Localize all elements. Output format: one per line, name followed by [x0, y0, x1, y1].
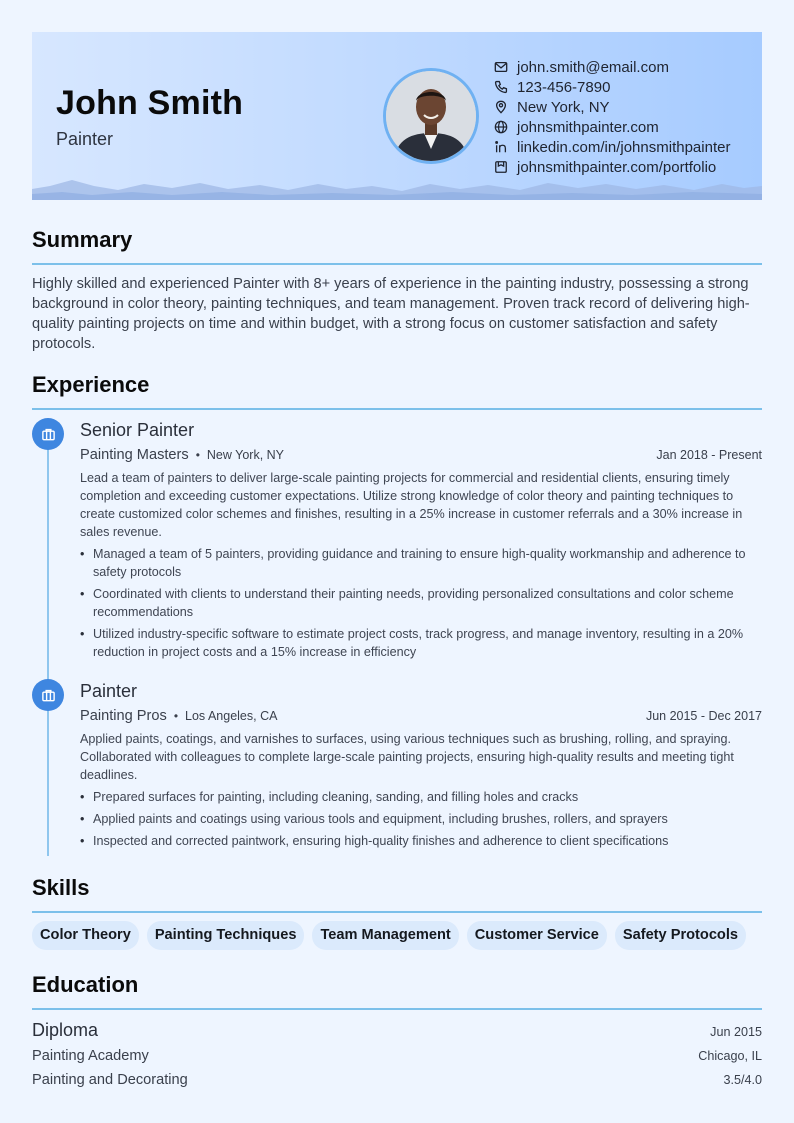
job-dates: Jun 2015 - Dec 2017 [645, 709, 762, 723]
contact-email[interactable]: john.smith@email.com [494, 57, 730, 77]
summary-text: Highly skilled and experienced Painter with 8+ years of experience in the painting industry, possessing a strong background in color theory, painting techniques, and team management. Proven track record of delivering high-quality painting projects on time and within budget, with a strong focus on customer satisfaction and safety protocols. [32, 276, 750, 352]
job-title: Senior Painter [80, 420, 195, 440]
degree: Diploma [32, 1020, 99, 1040]
candidate-title: Painter [56, 129, 114, 149]
job-location: New York, NY [206, 448, 285, 462]
list-item: • Managed a team of 5 painters, providing guidance and training to ensure high-quality workmanship and adherence to safety protocols [80, 545, 762, 581]
candidate-name: John Smith [56, 84, 244, 122]
location-pin-icon [494, 100, 508, 114]
separator-dot: • [195, 448, 200, 462]
skill-tag: Color Theory [32, 921, 139, 950]
resume-header [32, 32, 762, 200]
skill-tag: Customer Service [467, 921, 607, 950]
contact-phone[interactable]: 123-456-7890 [494, 77, 730, 97]
list-item: • Coordinated with clients to understand their painting needs, providing personalized consultations and color scheme recommendations [80, 585, 762, 621]
job-description: Applied paints, coatings, and varnishes to surfaces, using various techniques such as brushing, rolling, and spraying. Collaborated with colleagues to complete large-scale painting projects, ensuring high-quality results and meeting tight deadlines. [80, 732, 734, 782]
job-meta [80, 446, 762, 469]
header-wave-decoration [32, 180, 762, 200]
skills-heading: Skills [32, 875, 90, 900]
experience-item [80, 681, 762, 854]
education-date: Jun 2015 [710, 1025, 762, 1039]
experience-heading: Experience [32, 372, 150, 397]
job-dates: Jan 2018 - Present [656, 448, 762, 462]
education-school-row [32, 1048, 762, 1064]
skills-list [32, 921, 746, 950]
list-item: • Prepared surfaces for painting, including cleaning, sanding, and filling holes and cracks [80, 788, 762, 806]
phone-icon [494, 80, 508, 94]
job-marker [32, 418, 64, 450]
separator-dot: • [173, 709, 179, 723]
field-of-study: Painting and Decorating [32, 1072, 188, 1088]
education-degree-row [32, 1020, 762, 1041]
gpa: 3.5/4.0 [723, 1073, 762, 1087]
job-description: Lead a team of painters to deliver large-scale painting projects for commercial and residential clients, ensuring timely completion and exceeding customer expectations. Utilize strong knowledge of color theory and painting techniques to create customized color schemes and finishes, resulting in a 25% increase in customer referrals and a 30% increase in sales revenue. [80, 471, 743, 539]
list-item: • Applied paints and coatings using various tools and equipment, including brushes, rollers, and sprayers [80, 810, 762, 828]
mail-icon [494, 60, 508, 74]
contact-website[interactable]: johnsmithpainter.com [494, 117, 730, 137]
list-item: • Utilized industry-specific software to estimate project costs, track progress, and manage inventory, resulting in a 20% reduction in project costs and a 15% increase in efficiency [80, 625, 762, 661]
profile-photo [386, 71, 476, 161]
linkedin-icon [494, 140, 508, 154]
summary-divider [32, 263, 762, 265]
briefcase-icon [41, 427, 56, 442]
portfolio-icon [494, 160, 508, 174]
skill-tag: Painting Techniques [147, 921, 305, 950]
job-title: Painter [80, 681, 138, 701]
school-name: Painting Academy [32, 1048, 149, 1064]
contact-linkedin[interactable]: linkedin.com/in/johnsmithpainter [494, 137, 730, 157]
list-item: • Inspected and corrected paintwork, ensuring high-quality finishes and adherence to client specifications [80, 832, 762, 850]
experience-timeline [47, 440, 49, 856]
job-location: Los Angeles, CA [185, 709, 278, 723]
skill-tag: Team Management [312, 921, 458, 950]
job-meta [80, 707, 762, 730]
job-marker [32, 679, 64, 711]
briefcase-icon [41, 688, 56, 703]
company-name: Painting Masters [80, 447, 189, 463]
school-location: Chicago, IL [698, 1049, 762, 1063]
avatar [383, 68, 479, 164]
job-bullets [80, 545, 762, 661]
contact-list [494, 57, 730, 177]
company-name: Painting Pros [80, 708, 167, 724]
job-bullets [80, 788, 762, 850]
contact-portfolio[interactable]: johnsmithpainter.com/portfolio [494, 157, 730, 177]
education-field-row [32, 1072, 762, 1088]
skill-tag: Safety Protocols [615, 921, 746, 950]
skills-divider [32, 911, 762, 913]
education-divider [32, 1008, 762, 1010]
experience-divider [32, 408, 762, 410]
summary-heading: Summary [32, 227, 133, 252]
globe-icon [494, 120, 508, 134]
education-heading: Education [32, 972, 139, 997]
experience-item [80, 420, 762, 665]
contact-location: New York, NY [494, 97, 730, 117]
